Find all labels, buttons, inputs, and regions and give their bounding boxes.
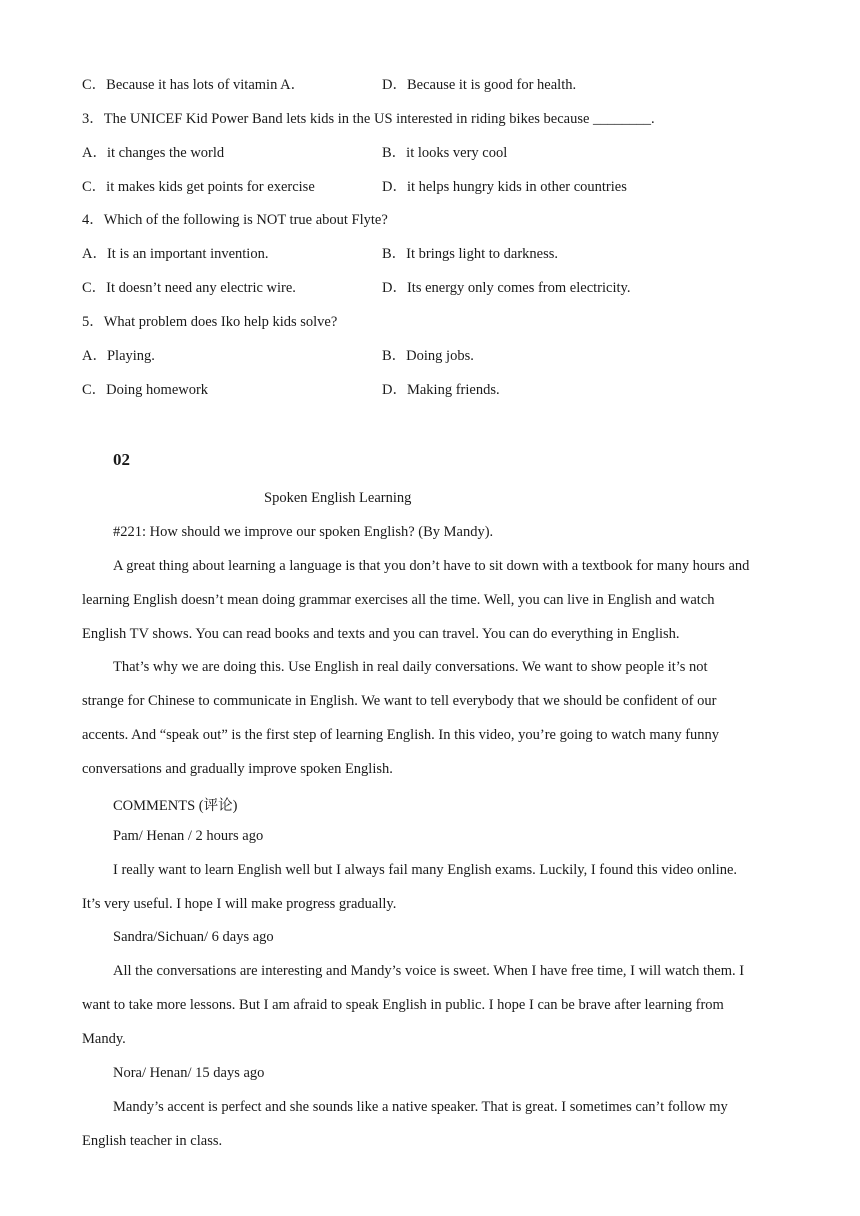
section-number: 02 — [113, 450, 130, 469]
q4-options-cd — [82, 276, 782, 296]
paragraph-2-line-1: That’s why we are doing this. Use English in real daily conversations. We want to show people it’s not — [113, 659, 708, 675]
q5-option-a: A．Playing. — [82, 348, 155, 364]
paragraph-2-line-4: conversations and gradually improve spoken English. — [82, 761, 393, 777]
q5-stem: 5．What problem does Iko help kids solve? — [82, 314, 338, 330]
comment-2-line-1: All the conversations are interesting and Mandy’s voice is sweet. When I have free time, I will watch them. I — [113, 963, 745, 979]
comment-3-author: Nora/ Henan/ 15 days ago — [113, 1065, 265, 1081]
q3-option-b: B．it looks very cool — [382, 145, 508, 161]
comment-2-line-2: want to take more lessons. But I am afraid to speak English in public. I hope I can be brave after learning from — [82, 997, 724, 1013]
paragraph-1-line-1: A great thing about learning a language is that you don’t have to sit down with a textbook for many hours and — [113, 558, 750, 574]
paragraph-1-line-2: learning English doesn’t mean doing grammar exercises all the time. Well, you can live in English and watch — [82, 592, 715, 608]
q3-options-ab — [82, 141, 782, 161]
q2-options-cd — [82, 73, 782, 93]
comment-1-author: Pam/ Henan / 2 hours ago — [113, 828, 264, 844]
q4-option-c: C．It doesn’t need any electric wire. — [82, 280, 296, 296]
comment-3-line-2: English teacher in class. — [82, 1133, 223, 1149]
q2-option-d: D．Because it is good for health. — [382, 77, 577, 93]
paragraph-2-line-3: accents. And “speak out” is the first step of learning English. In this video, you’re going to watch many funny — [82, 727, 720, 743]
q5-options-cd — [82, 378, 782, 398]
q5-options-ab — [82, 344, 782, 364]
q3-option-c: C．it makes kids get points for exercise — [82, 179, 315, 195]
q4-option-a: A．It is an important invention. — [82, 246, 269, 262]
q4-stem: 4．Which of the following is NOT true about Flyte? — [82, 212, 388, 228]
comment-1-line-2: It’s very useful. I hope I will make progress gradually. — [82, 896, 397, 912]
comment-1-line-1: I really want to learn English well but I always fail many English exams. Luckily, I found this video online. — [113, 862, 738, 878]
q3-stem: 3．The UNICEF Kid Power Band lets kids in the US interested in riding bikes because ________. — [82, 111, 655, 127]
passage-title: Spoken English Learning — [264, 490, 412, 506]
comment-2-line-3: Mandy. — [82, 1031, 126, 1047]
comments-label: COMMENTS (评论) — [113, 798, 238, 814]
q3-option-d: D．it helps hungry kids in other countries — [382, 179, 627, 195]
q3-option-a: A．it changes the world — [82, 145, 225, 161]
q2-option-c: C．Because it has lots of vitamin A． — [82, 77, 306, 93]
q4-option-b: B．It brings light to darkness. — [382, 246, 559, 262]
post-header: #221: How should we improve our spoken English? (By Mandy). — [113, 524, 494, 540]
q4-options-ab — [82, 242, 782, 262]
q5-option-b: B．Doing jobs. — [382, 348, 474, 364]
paragraph-2-line-2: strange for Chinese to communicate in English. We want to tell everybody that we should be confident of our — [82, 693, 717, 709]
q5-option-c: C．Doing homework — [82, 382, 209, 398]
comment-2-author: Sandra/Sichuan/ 6 days ago — [113, 929, 274, 945]
q4-option-d: D．Its energy only comes from electricity. — [382, 280, 631, 296]
comment-3-line-1: Mandy’s accent is perfect and she sounds like a native speaker. That is great. I sometimes can’t follow my — [113, 1099, 728, 1115]
q3-options-cd — [82, 175, 782, 195]
q5-option-d: D．Making friends. — [382, 382, 500, 398]
paragraph-1-line-3: English TV shows. You can read books and texts and you can travel. You can do everything in English. — [82, 626, 680, 642]
